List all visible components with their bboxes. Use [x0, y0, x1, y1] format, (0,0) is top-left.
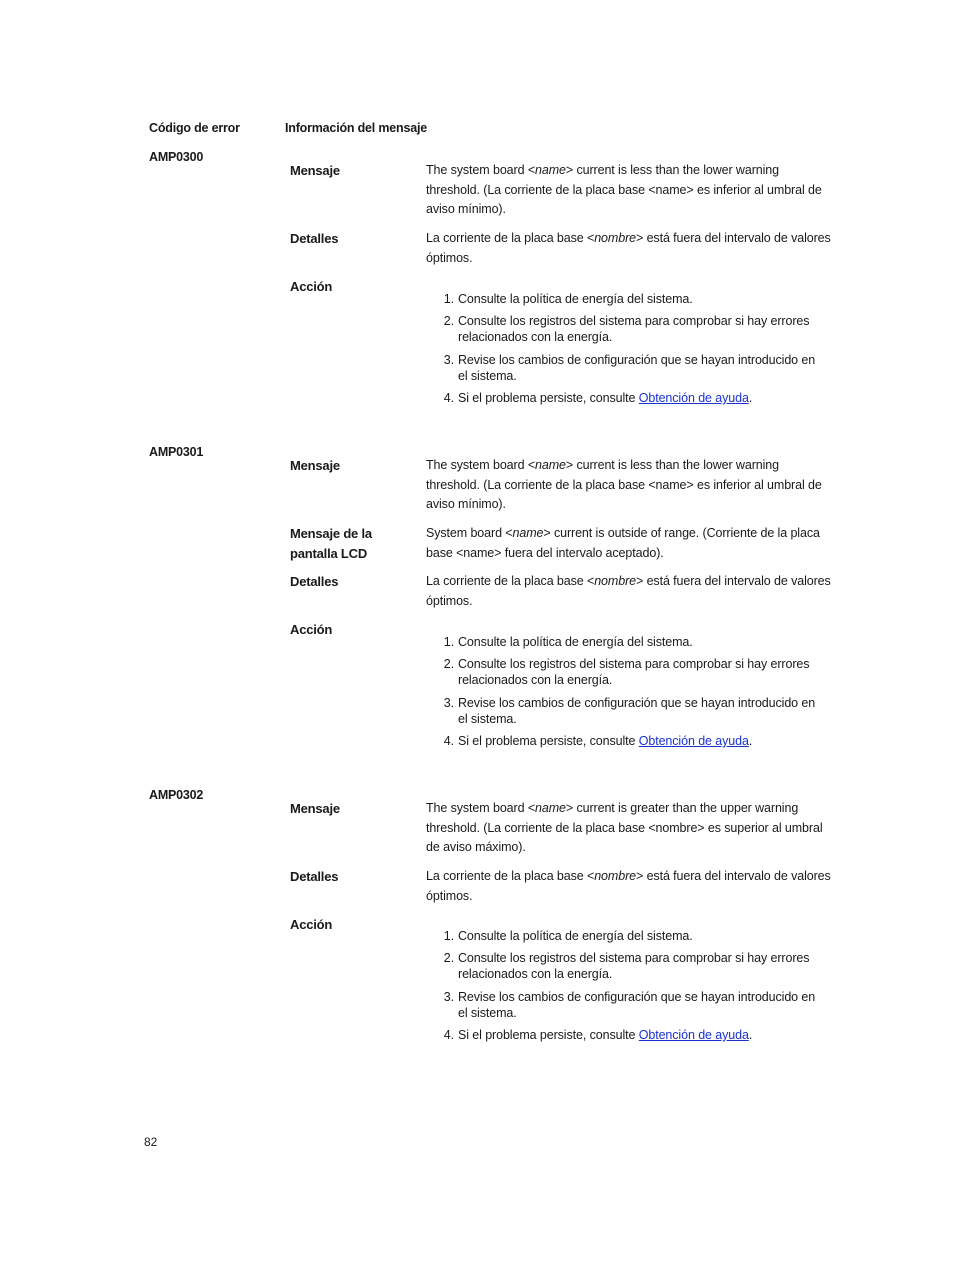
lcd-message-text: System board <name> current is outside of range. (Corriente de la placa base <name> fuera del intervalo aceptado).	[426, 526, 820, 560]
column-header-info: Información del mensaje	[285, 121, 427, 135]
error-code: AMP0301	[149, 445, 204, 459]
error-code: AMP0300	[149, 150, 204, 164]
mensaje-label: Mensaje	[290, 801, 340, 816]
help-link[interactable]: Obtención de ayuda	[638, 734, 749, 748]
lcd-message-label: Mensaje de la pantalla LCD	[290, 526, 372, 561]
accion-label: Acción	[290, 279, 333, 294]
mensaje-text: The system board <name> current is greater than the upper warning threshold. (La corriente de la placa base <nombre> es superior al umbral de aviso máximo).	[426, 801, 823, 854]
mensaje-text: The system board <name> current is less than the lower warning threshold. (La corriente de la placa base <name> es inferior al umbral de aviso mínimo).	[426, 163, 822, 216]
detalles-text: La corriente de la placa base <nombre> está fuera del intervalo de valores óptimos.	[426, 231, 831, 265]
error-code: AMP0302	[149, 788, 204, 802]
accion-label: Acción	[290, 917, 333, 932]
detalles-label: Detalles	[290, 231, 339, 246]
accion-label: Acción	[290, 622, 333, 637]
detalles-text: La corriente de la placa base <nombre> está fuera del intervalo de valores óptimos.	[426, 869, 831, 903]
detalles-text: La corriente de la placa base <nombre> está fuera del intervalo de valores óptimos.	[426, 574, 831, 608]
detalles-label: Detalles	[290, 574, 339, 589]
mensaje-text: The system board <name> current is less than the lower warning threshold. (La corriente de la placa base <name> es inferior al umbral de aviso mínimo).	[426, 458, 822, 511]
mensaje-label: Mensaje	[290, 458, 340, 473]
mensaje-label: Mensaje	[290, 163, 340, 178]
page-number: 82	[144, 1135, 158, 1149]
help-link[interactable]: Obtención de ayuda	[638, 1028, 749, 1042]
help-link[interactable]: Obtención de ayuda	[638, 391, 749, 405]
column-header-code: Código de error	[149, 121, 240, 135]
detalles-label: Detalles	[290, 869, 339, 884]
